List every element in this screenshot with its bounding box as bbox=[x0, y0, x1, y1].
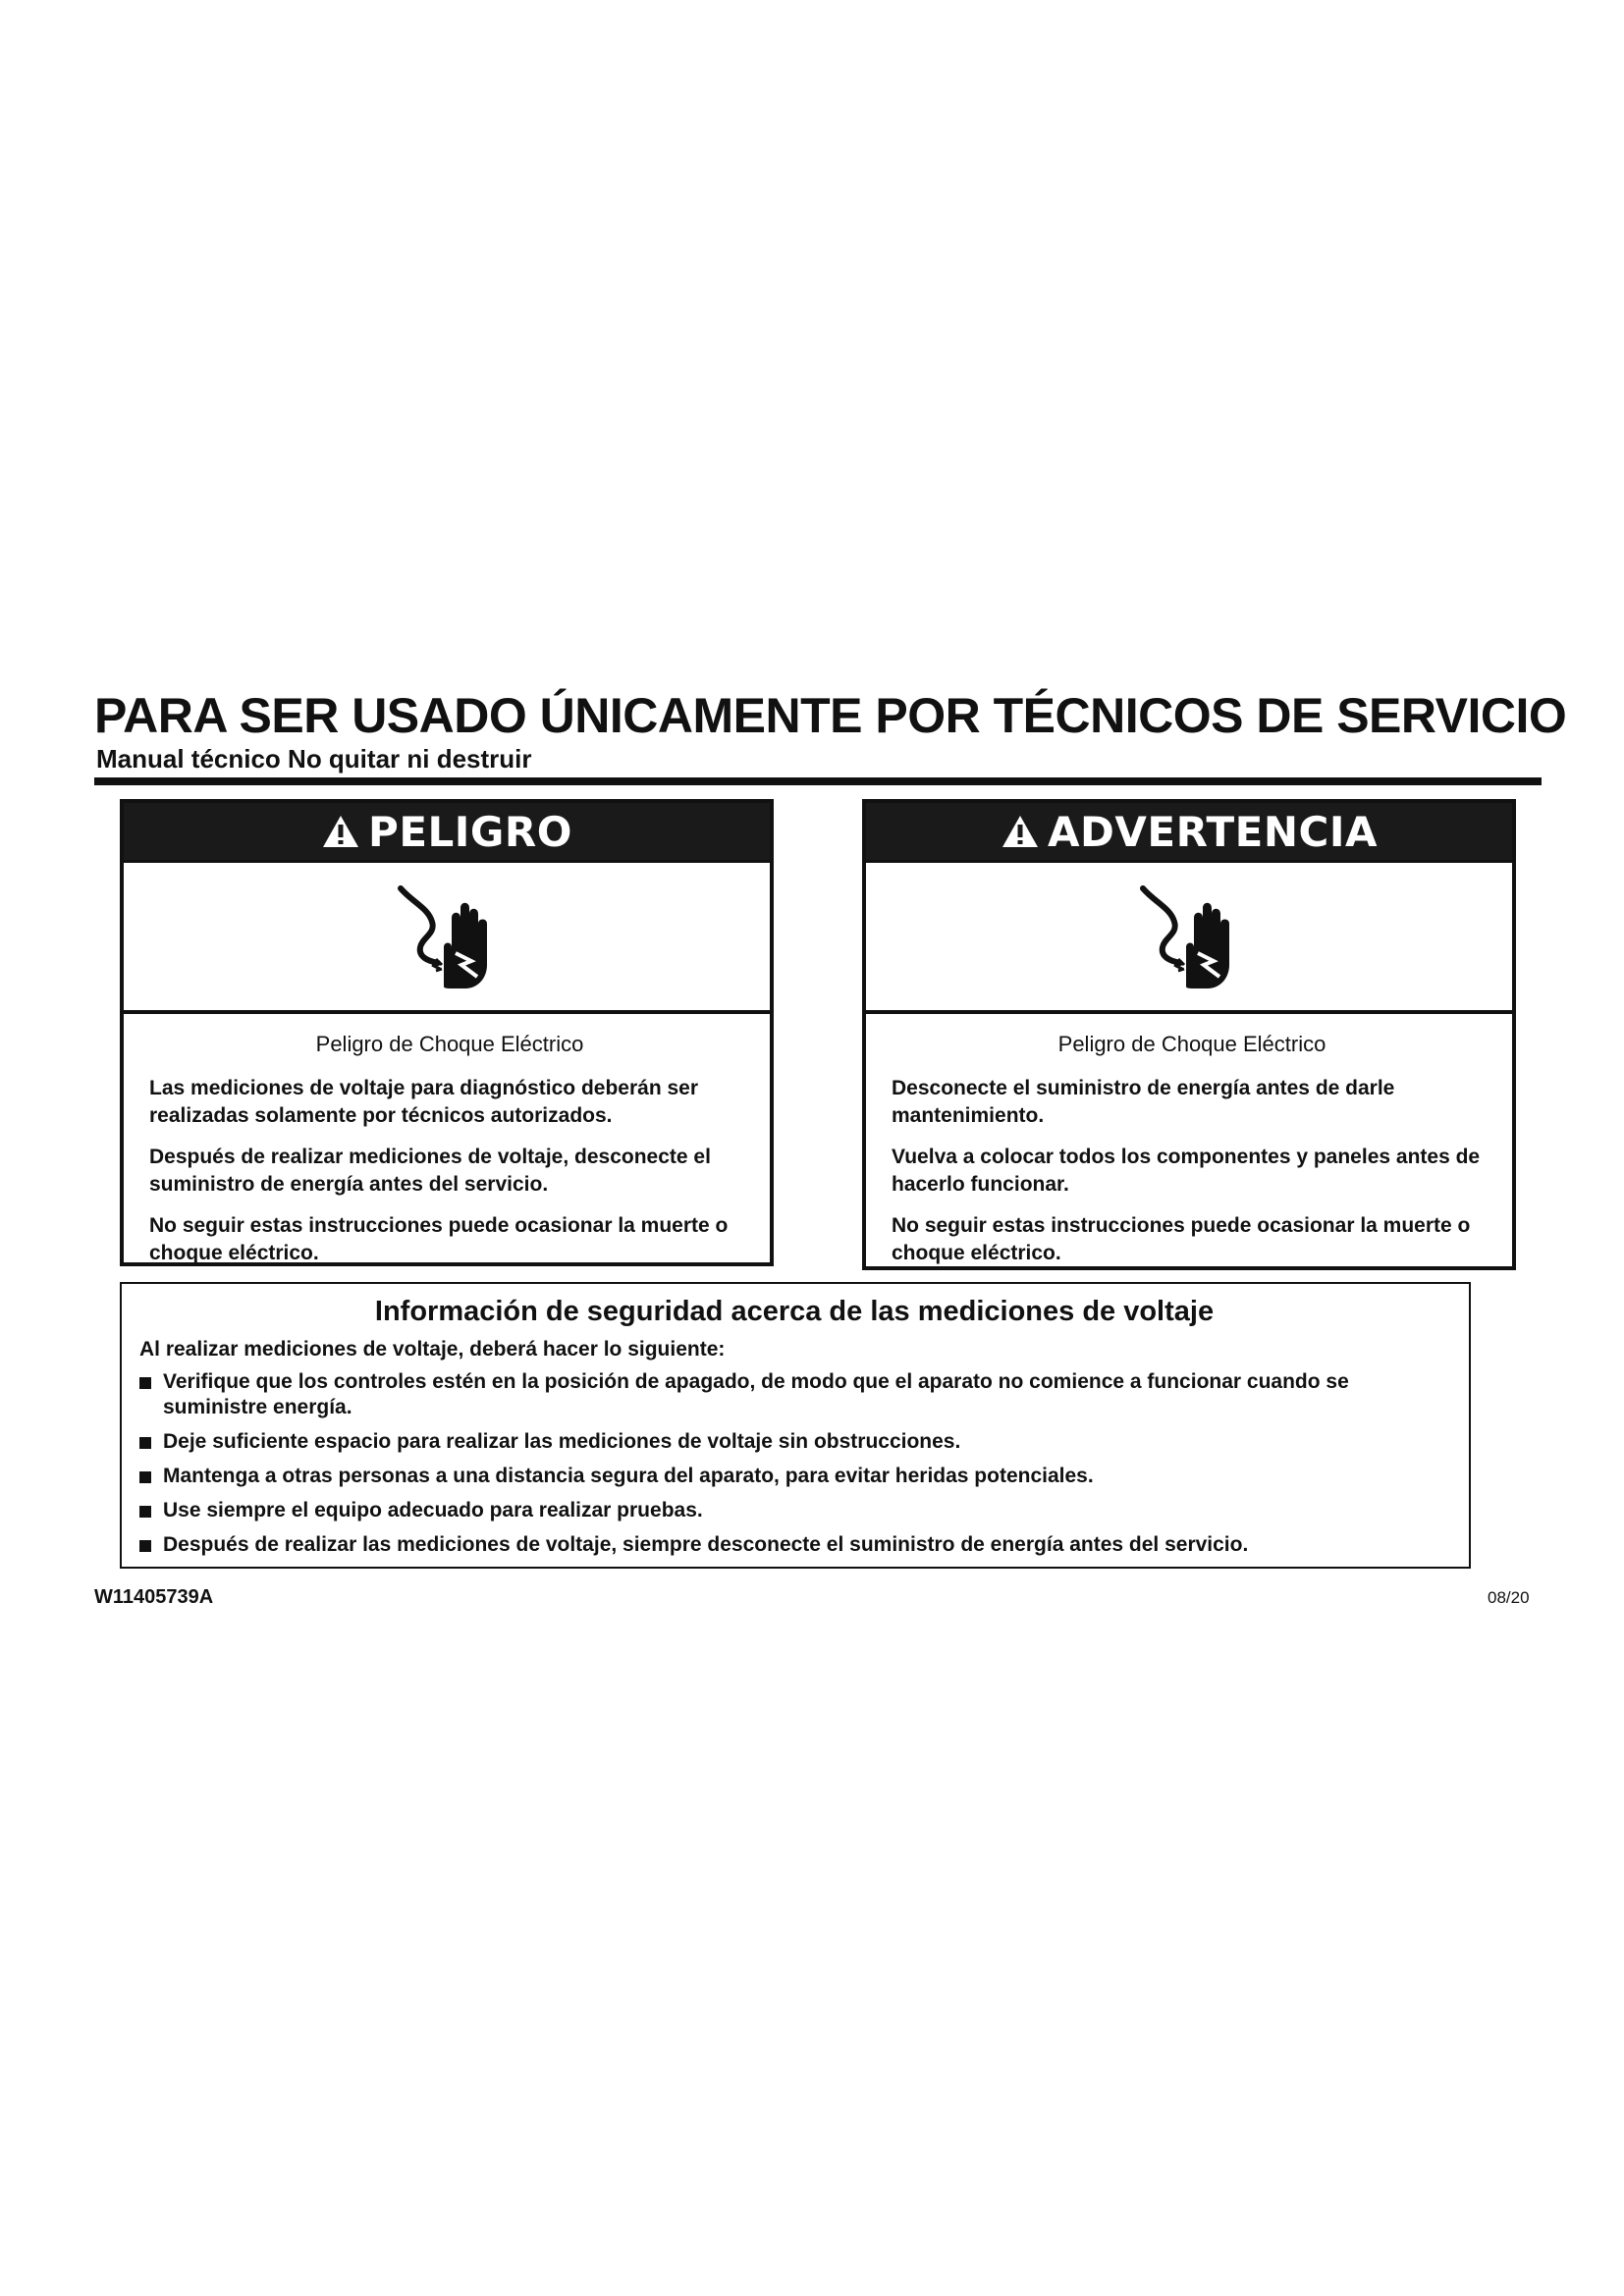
electric-shock-hand-icon bbox=[1135, 879, 1243, 994]
danger-header bbox=[124, 803, 770, 860]
warning-header bbox=[866, 803, 1512, 860]
warning-paragraph: Vuelva a colocar todos los componentes y paneles antes de hacerlo funcionar. bbox=[892, 1146, 1481, 1196]
danger-header-label: PELIGRO bbox=[368, 807, 572, 856]
square-bullet-icon bbox=[139, 1471, 151, 1483]
list-item-text: Mantenga a otras personas a una distancia segura del aparato, para evitar heridas potenciales. bbox=[163, 1465, 1094, 1487]
square-bullet-icon bbox=[139, 1437, 151, 1449]
electric-shock-hand-icon bbox=[393, 879, 501, 994]
safety-info-box bbox=[120, 1282, 1471, 1569]
warning-paragraph: No seguir estas instrucciones puede ocasionar la muerte o choque eléctrico. bbox=[892, 1214, 1471, 1264]
warning-hazard-name: Peligro de Choque Eléctrico bbox=[1057, 1032, 1326, 1056]
list-item-text: Verifique que los controles estén en la posición de apagado, de modo que el aparato no comience a funcionar cuando se suministre energía. bbox=[163, 1370, 1349, 1418]
warning-header-label: ADVERTENCIA bbox=[1048, 807, 1378, 856]
list-item bbox=[139, 1429, 1449, 1455]
list-item bbox=[139, 1498, 1449, 1523]
page-title: PARA SER USADO ÚNICAMENTE POR TÉCNICOS DE SERVICIO bbox=[94, 688, 1567, 743]
danger-paragraph: Después de realizar mediciones de voltaje, desconecte el suministro de energía antes del servicio. bbox=[149, 1146, 711, 1196]
list-item-text: Use siempre el equipo adecuado para realizar pruebas. bbox=[163, 1499, 703, 1522]
safety-info-intro: Al realizar mediciones de voltaje, deberá hacer lo siguiente: bbox=[139, 1338, 726, 1361]
danger-warning-box bbox=[120, 799, 774, 1266]
document-date: 08/20 bbox=[1488, 1588, 1530, 1607]
danger-icon-area bbox=[124, 860, 770, 1014]
warning-icon-area bbox=[866, 860, 1512, 1014]
list-item bbox=[139, 1532, 1449, 1558]
danger-paragraph: No seguir estas instrucciones puede ocasionar la muerte o choque eléctrico. bbox=[149, 1214, 729, 1264]
warning-box bbox=[862, 799, 1516, 1270]
square-bullet-icon bbox=[139, 1506, 151, 1518]
list-item bbox=[139, 1369, 1449, 1420]
square-bullet-icon bbox=[139, 1540, 151, 1552]
list-item-text: Deje suficiente espacio para realizar las mediciones de voltaje sin obstrucciones. bbox=[163, 1430, 961, 1453]
page-subtitle: Manual técnico No quitar ni destruir bbox=[96, 744, 532, 774]
document-number: W11405739A bbox=[94, 1586, 214, 1608]
square-bullet-icon bbox=[139, 1377, 151, 1389]
list-item bbox=[139, 1464, 1449, 1489]
danger-paragraph: Las mediciones de voltaje para diagnóstico deberán ser realizadas solamente por técnicos autorizados. bbox=[149, 1077, 699, 1127]
warning-triangle-icon bbox=[1001, 814, 1040, 849]
title-divider bbox=[94, 777, 1542, 785]
warning-triangle-icon bbox=[321, 814, 360, 849]
danger-hazard-name: Peligro de Choque Eléctrico bbox=[315, 1032, 584, 1056]
warning-paragraph: Desconecte el suministro de energía antes de darle mantenimiento. bbox=[892, 1077, 1395, 1127]
safety-info-title: Información de seguridad acerca de las mediciones de voltaje bbox=[374, 1296, 1215, 1327]
list-item-text: Después de realizar las mediciones de voltaje, siempre desconecte el suministro de energía antes del servicio. bbox=[163, 1533, 1249, 1556]
safety-info-list bbox=[139, 1369, 1449, 1558]
